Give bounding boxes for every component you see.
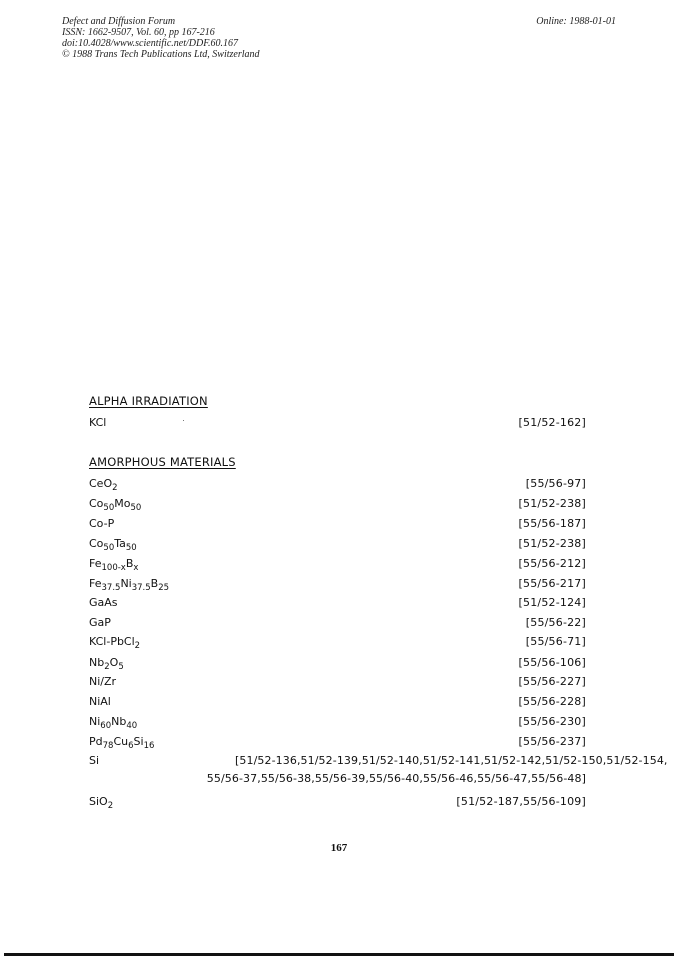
entry-name: $Ni_{60}Nb_{40}$: [89, 715, 138, 731]
entry-ref: [55/56-237]: [518, 735, 586, 748]
entry-ref: [51/52-187,55/56-109]: [456, 795, 586, 808]
issn-line: ISSN: 1662-9507, Vol. 60, pp 167-216: [62, 27, 215, 38]
entry-row: [89, 635, 586, 651]
entry-name: Ni/Zr: [89, 675, 117, 688]
entry-ref: [51/52-162]: [518, 416, 586, 429]
entry-ref: [55/56-97]: [525, 477, 586, 490]
entry-row: [89, 537, 586, 553]
entry-row: [89, 517, 586, 533]
entry-name: CeO$_2$: [89, 477, 118, 493]
entry-name: Co-P: [89, 517, 115, 530]
online-date: Online: 1988-01-01: [536, 16, 616, 27]
entry-row: [89, 416, 586, 432]
entry-ref: [55/56-230]: [518, 715, 586, 728]
entry-name: GaP: [89, 616, 111, 629]
journal-name: Defect and Diffusion Forum: [62, 16, 176, 27]
heading-alpha-irradiation: ALPHA IRRADIATION: [89, 394, 208, 408]
entry-ref-line-2: 55/56-37,55/56-38,55/56-39,55/56-40,55/56-46,55/56-47,55/56-48]: [206, 772, 586, 785]
entry-name: $Fe_{100-x}B_x$: [89, 557, 139, 573]
entry-ref: [55/56-228]: [518, 695, 586, 708]
entry-name: NiAl: [89, 695, 111, 708]
entry-row-si: [89, 754, 668, 790]
entry-ref: [55/56-212]: [518, 557, 586, 570]
entry-row: [89, 497, 586, 513]
bottom-rule: [4, 953, 674, 956]
entry-ref: [55/56-187]: [518, 517, 586, 530]
entry-ref: [55/56-22]: [525, 616, 586, 629]
entry-row: [89, 715, 586, 731]
page-number: 167: [330, 842, 348, 854]
entry-name: $Nb_2O_5$: [89, 656, 124, 672]
entry-row: [89, 557, 586, 573]
stray-dot: [183, 420, 184, 421]
entry-name: $Co_{50}Mo_{50}$: [89, 497, 142, 513]
entry-name: Si: [89, 754, 100, 767]
entry-ref: [55/56-71]: [525, 635, 586, 648]
entry-ref-line-1: [51/52-136,51/52-139,51/52-140,51/52-141,51/52-142,51/52-150,51/52-154,: [235, 754, 668, 767]
entry-ref: [55/56-106]: [518, 656, 586, 669]
entry-name: $Pd_{78}Cu_6Si_{16}$: [89, 735, 155, 751]
entry-ref: [51/52-238]: [518, 537, 586, 550]
entry-row: [89, 675, 586, 691]
entry-name: KCl-PbCl$_2$: [89, 635, 141, 651]
entry-row: [89, 735, 586, 751]
entry-name: KCl: [89, 416, 107, 429]
doi-line: doi:10.4028/www.scientific.net/DDF.60.167: [62, 38, 239, 49]
entry-row: [89, 795, 586, 811]
entry-row: [89, 577, 586, 593]
heading-amorphous-materials: AMORPHOUS MATERIALS: [89, 455, 236, 469]
entry-name: SiO$_2$: [89, 795, 114, 811]
entry-ref: [55/56-217]: [518, 577, 586, 590]
entry-name: GaAs: [89, 596, 118, 609]
entry-ref: [55/56-227]: [518, 675, 586, 688]
entry-row: [89, 596, 586, 612]
entry-name: $Fe_{37.5}Ni_{37.5}B_{25}$: [89, 577, 170, 593]
copyright-line: © 1988 Trans Tech Publications Ltd, Switzerland: [62, 49, 260, 60]
entry-ref: [51/52-124]: [518, 596, 586, 609]
citation-header: [62, 16, 260, 60]
entry-row: [89, 656, 586, 672]
entry-name: $Co_{50}Ta_{50}$: [89, 537, 137, 553]
entry-row: [89, 616, 586, 632]
entry-ref: [51/52-238]: [518, 497, 586, 510]
entry-row: [89, 695, 586, 711]
entry-row: [89, 477, 586, 493]
